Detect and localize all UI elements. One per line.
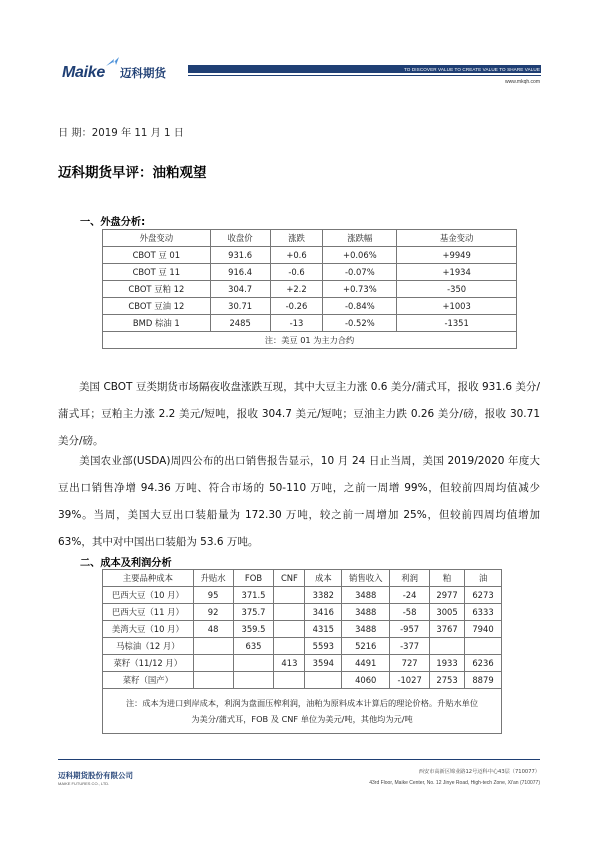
table-cell: CBOT 豆油 12 — [103, 298, 211, 315]
table-cell: 2485 — [210, 315, 270, 332]
logo-arrow-icon — [106, 56, 120, 68]
table-cell: +9949 — [397, 247, 517, 264]
table-cell: 菜籽（国产） — [103, 672, 194, 689]
table-header-cell: 涨跌幅 — [323, 230, 397, 247]
table-cell: 48 — [193, 621, 233, 638]
table-header-row — [103, 570, 502, 587]
table-cell — [193, 672, 233, 689]
table-cell — [274, 638, 305, 655]
report-date: 日 期：2019 年 11 月 1 日 — [58, 128, 184, 139]
table-cell: -0.52% — [323, 315, 397, 332]
table-cell: 2977 — [430, 587, 465, 604]
table-note-line: 注：成本为进口到岸成本，利润为盘面压榨利润，油粕为原料成本计算后的理论价格。升贴水单位 — [125, 698, 479, 708]
table-cell: 931.6 — [210, 247, 270, 264]
table-header-cell: 升贴水 — [193, 570, 233, 587]
table-cell: 359.5 — [233, 621, 274, 638]
table-cell: 菜籽（11/12 月） — [103, 655, 194, 672]
table-cell: CBOT 豆 11 — [103, 264, 211, 281]
footer-rule — [58, 759, 540, 760]
table-header-cell: 收盘价 — [210, 230, 270, 247]
report-title: 迈科期货早评：油粕观望 — [58, 165, 207, 181]
table-cell: -350 — [397, 281, 517, 298]
table-cell: 3488 — [342, 604, 390, 621]
footer-company-name-en: MAIKE FUTURES CO., LTD. — [58, 781, 110, 786]
table-note — [103, 689, 502, 734]
table-cell: 95 — [193, 587, 233, 604]
table-cell: -0.26 — [270, 298, 323, 315]
table-cell: 6236 — [465, 655, 502, 672]
table-cell — [274, 604, 305, 621]
table-note: 注：美豆 01 为主力合约 — [103, 332, 517, 349]
cost-profit-table — [102, 569, 502, 734]
table-cell: -58 — [390, 604, 430, 621]
table-header-row — [103, 230, 517, 247]
table-row — [103, 621, 502, 638]
table-header-cell: 基金变动 — [397, 230, 517, 247]
table-cell: -957 — [390, 621, 430, 638]
table-cell — [274, 621, 305, 638]
table-cell: -0.84% — [323, 298, 397, 315]
footer-company-name: 迈科期货股份有限公司 — [58, 771, 133, 780]
table-cell: 2753 — [430, 672, 465, 689]
logo-cn-name: 迈科期货 — [120, 66, 166, 80]
table-cell — [233, 672, 274, 689]
table-cell: 916.4 — [210, 264, 270, 281]
paragraph-text: 美国农业部(USDA)周四公布的出口销售报告显示，10 月 24 日止当周，美国 2019/2020 年度大豆出口销售净增 94.36 万吨、符合市场的 50-110 万吨，之前一周增 99%，但较前四周均值减少 39%。当周，美国大豆出口装船量为 172.30 万吨，较之前一周增加 25%，但较前四周均值增加 63%，其中对中国出口装船为 53.6 万吨。 — [58, 455, 540, 548]
table-row — [103, 298, 517, 315]
table-cell: BMD 棕油 1 — [103, 315, 211, 332]
table-header-cell: 粕 — [430, 570, 465, 587]
table-header-cell: 主要品种成本 — [103, 570, 194, 587]
company-logo — [62, 58, 192, 84]
table-cell: 马棕油（12 月） — [103, 638, 194, 655]
table-cell: -0.6 — [270, 264, 323, 281]
table-cell: 4491 — [342, 655, 390, 672]
table-cell — [233, 655, 274, 672]
table-cell: -1027 — [390, 672, 430, 689]
table-row — [103, 587, 502, 604]
logo-wordmark: Maike — [62, 64, 105, 81]
table-cell: 3005 — [430, 604, 465, 621]
table-header-cell: CNF — [274, 570, 305, 587]
table-note-row — [103, 689, 502, 734]
table-cell: -24 — [390, 587, 430, 604]
table-header-cell: 油 — [465, 570, 502, 587]
table-cell — [274, 672, 305, 689]
table-cell: 371.5 — [233, 587, 274, 604]
table-cell: -13 — [270, 315, 323, 332]
table-cell: 4315 — [305, 621, 342, 638]
table-cell — [193, 638, 233, 655]
table-cell: +0.06% — [323, 247, 397, 264]
table-cell: 6273 — [465, 587, 502, 604]
table-cell: 375.7 — [233, 604, 274, 621]
table-cell: 635 — [233, 638, 274, 655]
table-header-cell: 外盘变动 — [103, 230, 211, 247]
table-cell: -377 — [390, 638, 430, 655]
table-cell: 304.7 — [210, 281, 270, 298]
table-cell: 413 — [274, 655, 305, 672]
table-cell: 3382 — [305, 587, 342, 604]
table-cell — [430, 638, 465, 655]
table-cell: +0.6 — [270, 247, 323, 264]
header-rule — [188, 75, 541, 76]
section-heading-cost-profit: 二、成本及利润分析 — [80, 558, 172, 569]
table-row — [103, 638, 502, 655]
table-cell — [465, 638, 502, 655]
table-cell: 3594 — [305, 655, 342, 672]
table-header-cell: 涨跌 — [270, 230, 323, 247]
table-cell: 1933 — [430, 655, 465, 672]
table-cell: 8879 — [465, 672, 502, 689]
table-row — [103, 281, 517, 298]
table-cell: 5216 — [342, 638, 390, 655]
table-header-cell: 销售收入 — [342, 570, 390, 587]
table-cell: 巴西大豆（10 月） — [103, 587, 194, 604]
table-cell — [305, 672, 342, 689]
table-note-line: 为美分/蒲式耳，FOB 及 CNF 单位为美元/吨，其他均为元/吨 — [191, 714, 413, 724]
table-cell: 30.71 — [210, 298, 270, 315]
table-cell: 6333 — [465, 604, 502, 621]
table-cell: 3416 — [305, 604, 342, 621]
table-cell: 巴西大豆（11 月） — [103, 604, 194, 621]
table-cell — [274, 587, 305, 604]
overseas-market-table — [102, 229, 517, 349]
table-cell: 92 — [193, 604, 233, 621]
footer-address-en: 43rd Floor, Maike Center, No. 12 Jinye Road, High-tech Zone, Xi'an (710077) — [369, 780, 540, 786]
table-cell: 3488 — [342, 587, 390, 604]
paragraph-cbot-summary — [58, 374, 540, 455]
header-tagline: TO DISCOVER VALUE TO CREATE VALUE TO SHARE VALUE — [403, 66, 540, 72]
footer-address-cn: 西安市高新区锦业路12号迈科中心43层（710077） — [418, 769, 540, 775]
table-row — [103, 247, 517, 264]
table-cell: 美湾大豆（10 月） — [103, 621, 194, 638]
table-row — [103, 315, 517, 332]
table-cell: +1934 — [397, 264, 517, 281]
table-note-row — [103, 332, 517, 349]
table-cell: 5593 — [305, 638, 342, 655]
table-cell: 3767 — [430, 621, 465, 638]
table-cell: 7940 — [465, 621, 502, 638]
table-cell: 727 — [390, 655, 430, 672]
table-cell: 3488 — [342, 621, 390, 638]
table-row — [103, 655, 502, 672]
table-header-cell: 成本 — [305, 570, 342, 587]
paragraph-text: 美国 CBOT 豆类期货市场隔夜收盘涨跌互现，其中大豆主力涨 0.6 美分/蒲式耳，报收 931.6 美分/蒲式耳；豆粕主力涨 2.2 美元/短吨，报收 304.7 美元/短吨；豆油主力跌 0.26 美分/磅，报收 30.71 美分/磅。 — [58, 381, 540, 447]
table-row — [103, 264, 517, 281]
table-row — [103, 604, 502, 621]
table-row — [103, 672, 502, 689]
table-cell: CBOT 豆粕 12 — [103, 281, 211, 298]
table-header-cell: 利润 — [390, 570, 430, 587]
table-cell: -1351 — [397, 315, 517, 332]
table-header-cell: FOB — [233, 570, 274, 587]
table-cell: CBOT 豆 01 — [103, 247, 211, 264]
header-website[interactable]: www.mkqh.com — [504, 79, 540, 85]
table-cell: +0.73% — [323, 281, 397, 298]
table-cell — [193, 655, 233, 672]
table-cell: +1003 — [397, 298, 517, 315]
table-cell: 4060 — [342, 672, 390, 689]
table-cell: -0.07% — [323, 264, 397, 281]
table-cell: +2.2 — [270, 281, 323, 298]
section-heading-overseas: 一、外盘分析: — [80, 217, 146, 228]
paragraph-usda-report — [58, 448, 540, 556]
